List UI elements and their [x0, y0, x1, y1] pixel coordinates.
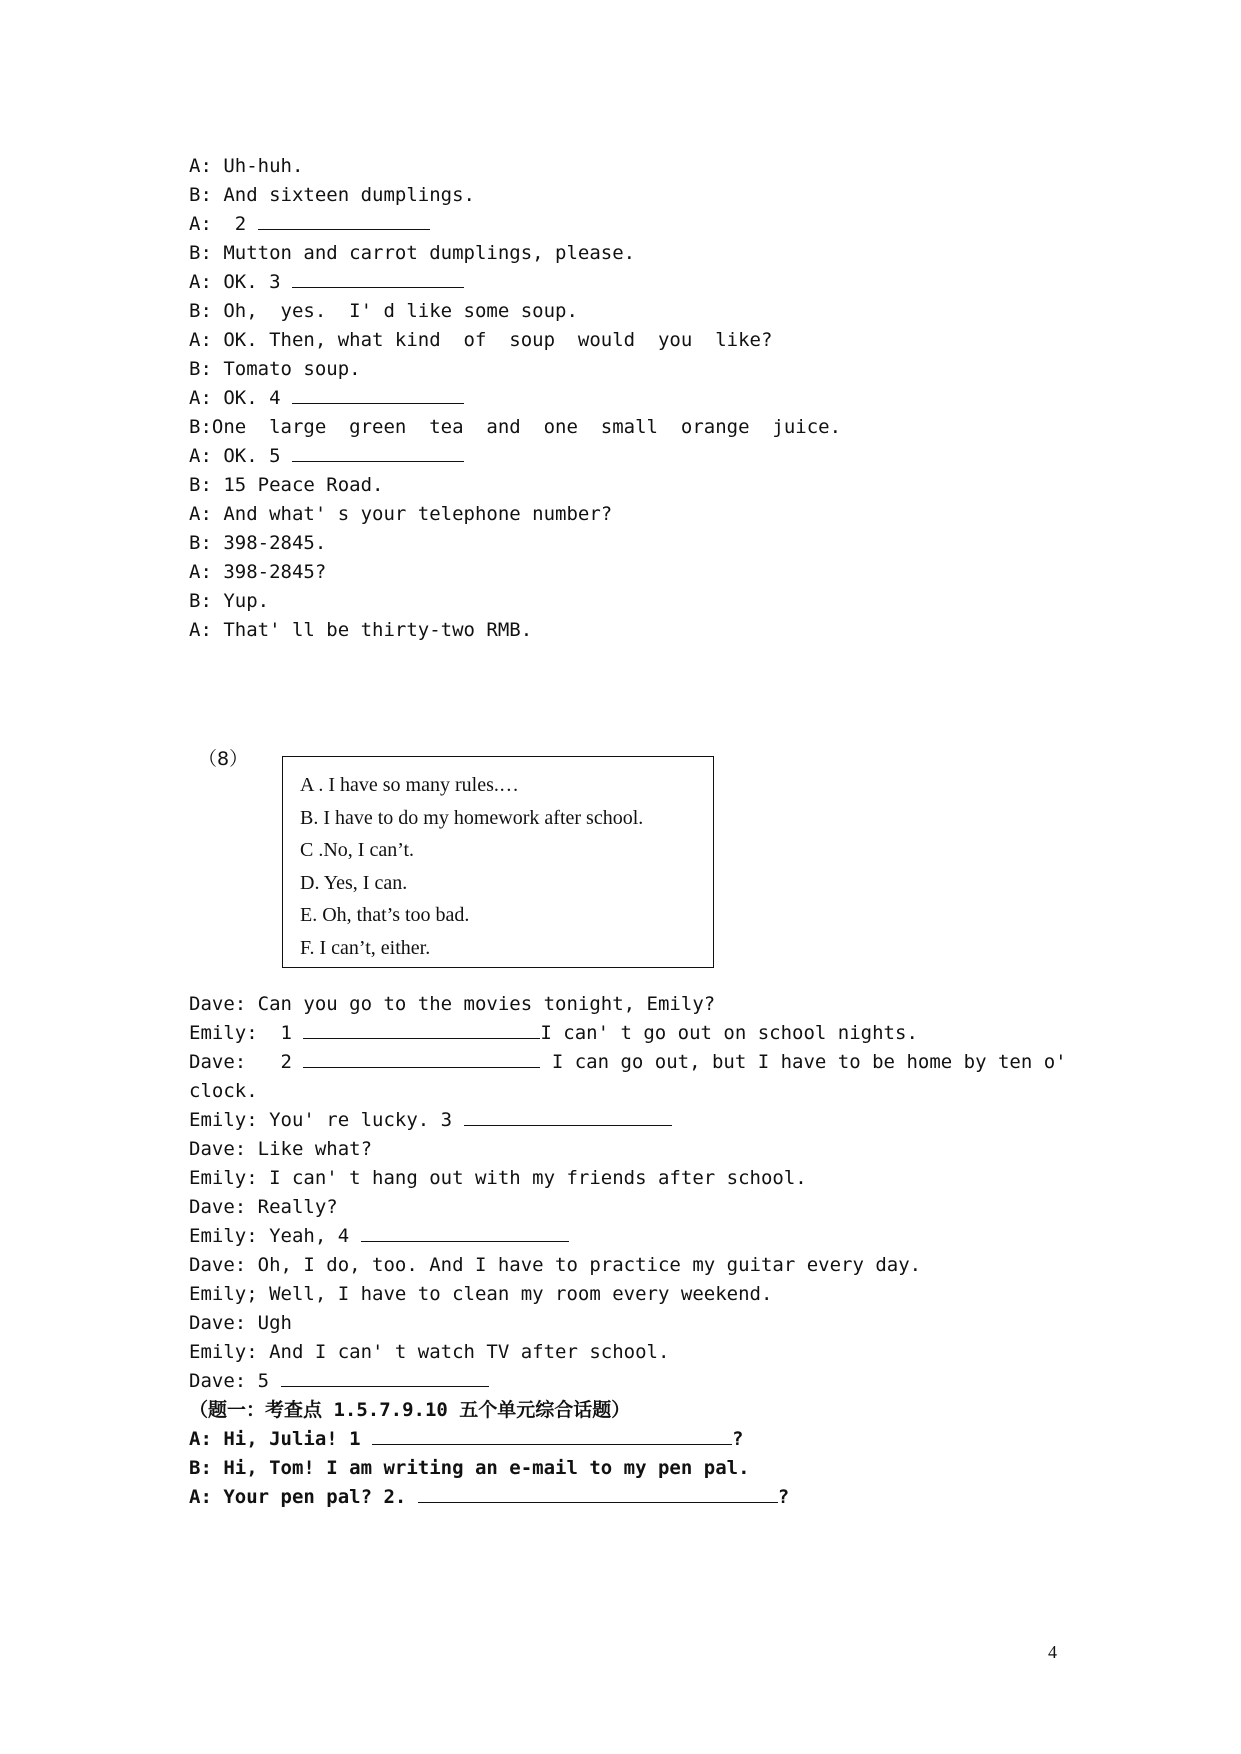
topic-heading: （题一：考查点 1.5.7.9.10 五个单元综合话题） — [189, 1399, 631, 1421]
dialog1-line: A: 2 — [189, 212, 430, 236]
answer-blank[interactable] — [372, 1427, 732, 1445]
dialog2-line: clock. — [189, 1080, 258, 1102]
answer-blank[interactable] — [303, 1050, 540, 1068]
dialog1-line: B:One large green tea and one small orange juice. — [189, 416, 842, 438]
option-item: B. I have to do my homework after school. — [300, 806, 644, 829]
answer-blank[interactable] — [292, 444, 464, 462]
dialog2-line: Dave: 5 — [189, 1369, 489, 1393]
dialog1-line: B: 15 Peace Road. — [189, 474, 384, 496]
dialog1-line: B: And sixteen dumplings. — [189, 184, 475, 206]
dialog1-line: A: And what' s your telephone number? — [189, 503, 613, 525]
option-item: E. Oh, that’s too bad. — [300, 904, 470, 927]
dialog1-line: A: That' ll be thirty-two RMB. — [189, 619, 533, 641]
topic-line: A: Hi, Julia! 1 ? — [189, 1428, 744, 1450]
dialog1-line: A: OK. 3 — [189, 270, 464, 294]
dialog1-line: B: Mutton and carrot dumplings, please. — [189, 242, 636, 264]
dialog1-line: B: Oh, yes. I' d like some soup. — [189, 300, 578, 322]
dialog2-line: Emily: And I can' t watch TV after school. — [189, 1341, 670, 1363]
option-item: A . I have so many rules.… — [300, 774, 519, 796]
answer-blank[interactable] — [292, 270, 464, 288]
answer-blank[interactable] — [303, 1021, 540, 1039]
dialog2-line: Emily: You' re lucky. 3 — [189, 1108, 672, 1132]
dialog2-line: Dave: Oh, I do, too. And I have to practice my guitar every day. — [189, 1254, 922, 1276]
dialog1-line: A: 398-2845? — [189, 561, 327, 583]
page-number: 4 — [1048, 1642, 1057, 1662]
dialog1-line: A: OK. Then, what kind of soup would you like? — [189, 329, 773, 351]
dialog2-line: Dave: 2 I can go out, but I have to be home by ten o' — [189, 1051, 1067, 1073]
dialog2-line: Emily: 1 I can' t go out on school nights. — [189, 1022, 918, 1044]
dialog2-line: Emily; Well, I have to clean my room every weekend. — [189, 1283, 773, 1305]
answer-blank[interactable] — [418, 1485, 778, 1503]
dialog2-line: Dave: Ugh — [189, 1312, 292, 1334]
answer-blank[interactable] — [281, 1369, 489, 1387]
dialog2-line: Dave: Like what? — [189, 1138, 373, 1160]
topic-line: A: Your pen pal? 2. ? — [189, 1486, 790, 1508]
answer-blank[interactable] — [361, 1224, 569, 1242]
answer-blank[interactable] — [258, 212, 430, 230]
dialog2-line: Dave: Really? — [189, 1196, 338, 1218]
dialog2-line: Emily: I can' t hang out with my friends after school. — [189, 1167, 807, 1189]
dialog2-line: Dave: Can you go to the movies tonight, Emily? — [189, 993, 716, 1015]
dialog2-line: Emily: Yeah, 4 — [189, 1224, 569, 1248]
answer-blank[interactable] — [464, 1108, 672, 1126]
topic-line: B: Hi, Tom! I am writing an e-mail to my pen pal. — [189, 1457, 750, 1479]
answer-blank[interactable] — [292, 386, 464, 404]
option-item: F. I can’t, either. — [300, 936, 431, 959]
option-item: D. Yes, I can. — [300, 871, 408, 894]
section-number: （8） — [198, 748, 249, 770]
dialog1-line: A: Uh-huh. — [189, 155, 304, 177]
dialog1-line: A: OK. 5 — [189, 444, 464, 468]
dialog1-line: B: Yup. — [189, 590, 270, 612]
dialog1-line: A: OK. 4 — [189, 386, 464, 410]
dialog1-line: B: Tomato soup. — [189, 358, 361, 380]
option-item: C .No, I can’t. — [300, 839, 415, 862]
dialog1-line: B: 398-2845. — [189, 532, 327, 554]
options-box — [282, 756, 714, 968]
